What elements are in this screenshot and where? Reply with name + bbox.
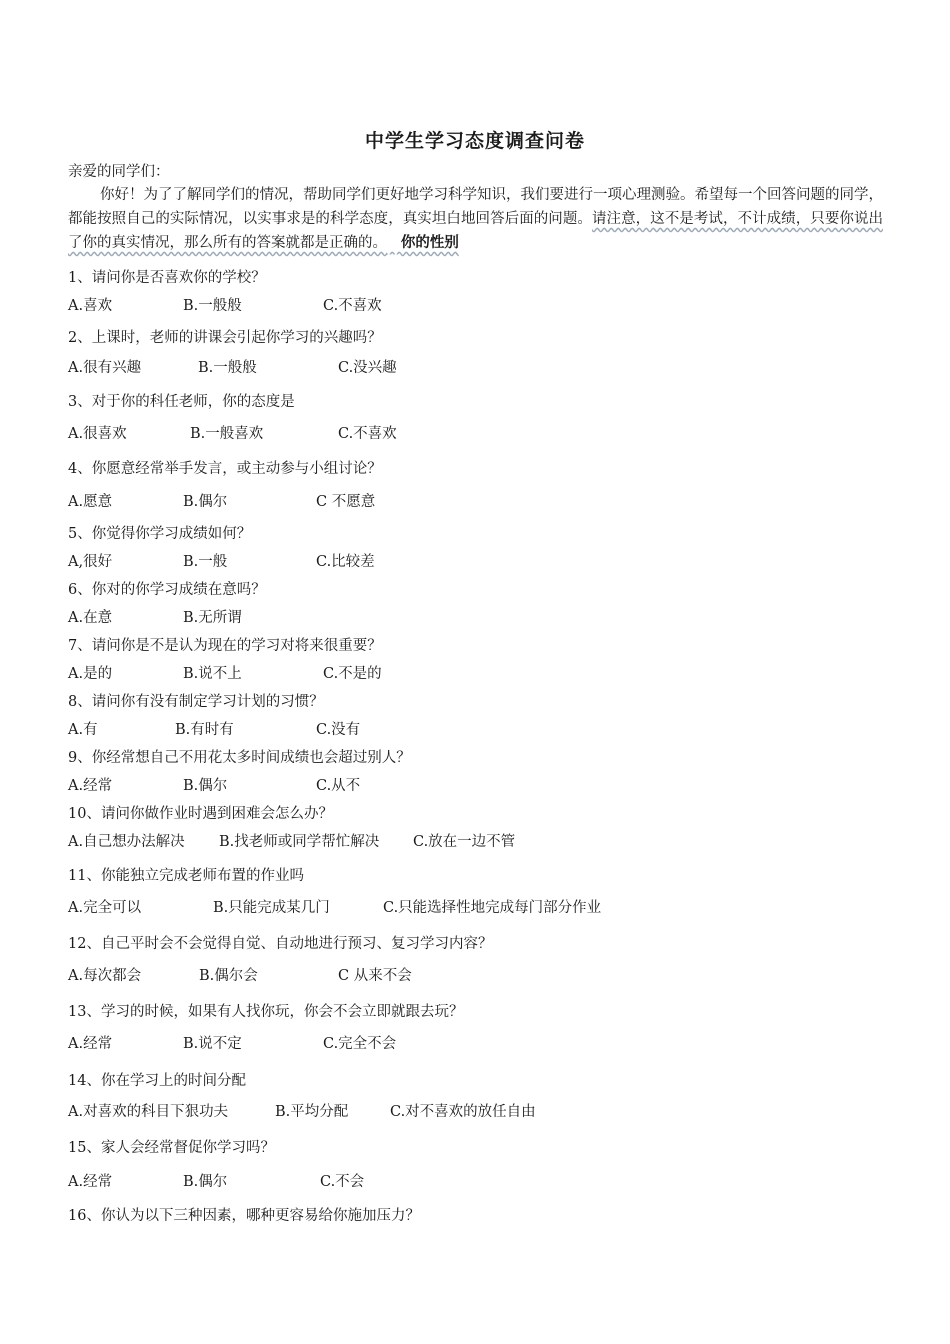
option-11-b[interactable]: B.只能完成某几门 bbox=[213, 900, 330, 916]
option-9-b[interactable]: B.偶尔 bbox=[183, 778, 228, 794]
option-1-a[interactable]: A.喜欢 bbox=[68, 298, 113, 314]
option-8-c[interactable]: C.没有 bbox=[316, 722, 361, 738]
question-9: 9、你经常想自己不用花太多时间成绩也会超过别人？ bbox=[68, 750, 411, 766]
option-5-c[interactable]: C.比较差 bbox=[316, 554, 375, 570]
option-4-b[interactable]: B.偶尔 bbox=[183, 494, 228, 510]
options-row-10 bbox=[68, 830, 888, 852]
option-15-b[interactable]: B.偶尔 bbox=[183, 1174, 228, 1190]
option-6-b[interactable]: B.无所谓 bbox=[183, 610, 242, 626]
option-3-b[interactable]: B.一般喜欢 bbox=[190, 426, 264, 442]
option-12-c[interactable]: C 从来不会 bbox=[338, 968, 412, 984]
question-5: 5、你觉得你学习成绩如何？ bbox=[68, 526, 252, 542]
question-2: 2、上课时，老师的讲课会引起你学习的兴趣吗？ bbox=[68, 330, 382, 346]
options-row-11 bbox=[68, 896, 888, 918]
option-10-a[interactable]: A.自己想办法解决 bbox=[68, 834, 185, 850]
intro-notice: 请注意，这不是考试，不计成绩，只要你说出了你的真实情况，那么所有的答案就都是正确的。 bbox=[68, 211, 884, 251]
option-11-a[interactable]: A.完全可以 bbox=[68, 900, 142, 916]
option-15-a[interactable]: A.经常 bbox=[68, 1174, 113, 1190]
options-row-12 bbox=[68, 964, 888, 986]
options-row-15 bbox=[68, 1170, 888, 1192]
option-9-a[interactable]: A.经常 bbox=[68, 778, 113, 794]
option-1-c[interactable]: C.不喜欢 bbox=[323, 298, 382, 314]
option-7-b[interactable]: B.说不上 bbox=[183, 666, 242, 682]
option-2-a[interactable]: A.很有兴趣 bbox=[68, 360, 142, 376]
options-row-4 bbox=[68, 490, 888, 512]
option-5-b[interactable]: B.一般 bbox=[183, 554, 228, 570]
question-14: 14、你在学习上的时间分配 bbox=[68, 1073, 246, 1089]
question-3: 3、对于你的科任老师，你的态度是 bbox=[68, 394, 295, 410]
option-15-c[interactable]: C.不会 bbox=[320, 1174, 365, 1190]
page-title: 中学生学习态度调查问卷 bbox=[364, 130, 585, 152]
question-12: 12、自己平时会不会觉得自觉、自动地进行预习、复习学习内容？ bbox=[68, 936, 493, 952]
option-13-a[interactable]: A.经常 bbox=[68, 1036, 113, 1052]
option-14-a[interactable]: A.对喜欢的科目下狠功夫 bbox=[68, 1104, 229, 1120]
option-2-b[interactable]: B.一般般 bbox=[198, 360, 257, 376]
option-7-c[interactable]: C.不是的 bbox=[323, 666, 382, 682]
option-4-a[interactable]: A.愿意 bbox=[68, 494, 113, 510]
question-11: 11、你能独立完成老师布置的作业吗 bbox=[68, 868, 304, 884]
option-13-b[interactable]: B.说不定 bbox=[183, 1036, 242, 1052]
question-15: 15、家人会经常督促你学习吗？ bbox=[68, 1140, 275, 1156]
option-12-b[interactable]: B.偶尔会 bbox=[199, 968, 258, 984]
options-row-14 bbox=[68, 1100, 888, 1122]
option-10-c[interactable]: C.放在一边不管 bbox=[413, 834, 516, 850]
gender-label: 你的性别 bbox=[400, 235, 459, 251]
question-10: 10、请问你做作业时遇到困难会怎么办？ bbox=[68, 806, 333, 822]
option-8-a[interactable]: A.有 bbox=[68, 722, 98, 738]
options-row-7 bbox=[68, 662, 888, 684]
options-row-13 bbox=[68, 1032, 888, 1054]
option-10-b[interactable]: B.找老师或同学帮忙解决 bbox=[219, 834, 380, 850]
question-4: 4、你愿意经常举手发言，或主动参与小组讨论？ bbox=[68, 461, 382, 477]
options-row-6 bbox=[68, 606, 888, 628]
question-13: 13、学习的时候，如果有人找你玩，你会不会立即就跟去玩？ bbox=[68, 1004, 464, 1020]
option-12-a[interactable]: A.每次都会 bbox=[68, 968, 142, 984]
options-row-2 bbox=[68, 356, 888, 378]
option-2-c[interactable]: C.没兴趣 bbox=[338, 360, 397, 376]
option-9-c[interactable]: C.从不 bbox=[316, 778, 361, 794]
question-16: 16、你认为以下三种因素，哪种更容易给你施加压力？ bbox=[68, 1208, 420, 1224]
option-3-a[interactable]: A.很喜欢 bbox=[68, 426, 127, 442]
option-14-b[interactable]: B.平均分配 bbox=[275, 1104, 349, 1120]
option-4-c[interactable]: C 不愿意 bbox=[316, 494, 376, 510]
options-row-9 bbox=[68, 774, 888, 796]
greeting: 亲爱的同学们： bbox=[68, 164, 170, 180]
option-7-a[interactable]: A.是的 bbox=[68, 666, 113, 682]
option-6-a[interactable]: A.在意 bbox=[68, 610, 113, 626]
options-row-1 bbox=[68, 294, 888, 316]
option-14-c[interactable]: C.对不喜欢的放任自由 bbox=[390, 1104, 536, 1120]
options-row-5 bbox=[68, 550, 888, 572]
option-11-c[interactable]: C.只能选择性地完成每门部分作业 bbox=[383, 900, 602, 916]
options-row-8 bbox=[68, 718, 888, 740]
question-6: 6、你对的你学习成绩在意吗？ bbox=[68, 582, 266, 598]
question-8: 8、请问你有没有制定学习计划的习惯？ bbox=[68, 694, 324, 710]
option-5-a[interactable]: A,很好 bbox=[68, 554, 113, 570]
options-row-3 bbox=[68, 422, 888, 444]
option-13-c[interactable]: C.完全不会 bbox=[323, 1036, 397, 1052]
option-3-c[interactable]: C.不喜欢 bbox=[338, 426, 397, 442]
question-7: 7、请问你是不是认为现在的学习对将来很重要？ bbox=[68, 638, 382, 654]
option-8-b[interactable]: B.有时有 bbox=[175, 722, 234, 738]
option-1-b[interactable]: B.一般般 bbox=[183, 298, 242, 314]
intro-text: 你好！为了了解同学们的情况，帮助同学们更好地学习科学知识，我们要进行一项心理测验。希望每一个回答问题的同学，都能按照自己的实际情况，以实事求是的科学态度，真实坦白地回答后面的问题。 bbox=[68, 187, 883, 227]
intro-paragraph bbox=[68, 183, 883, 255]
question-1: 1、请问你是否喜欢你的学校？ bbox=[68, 270, 266, 286]
